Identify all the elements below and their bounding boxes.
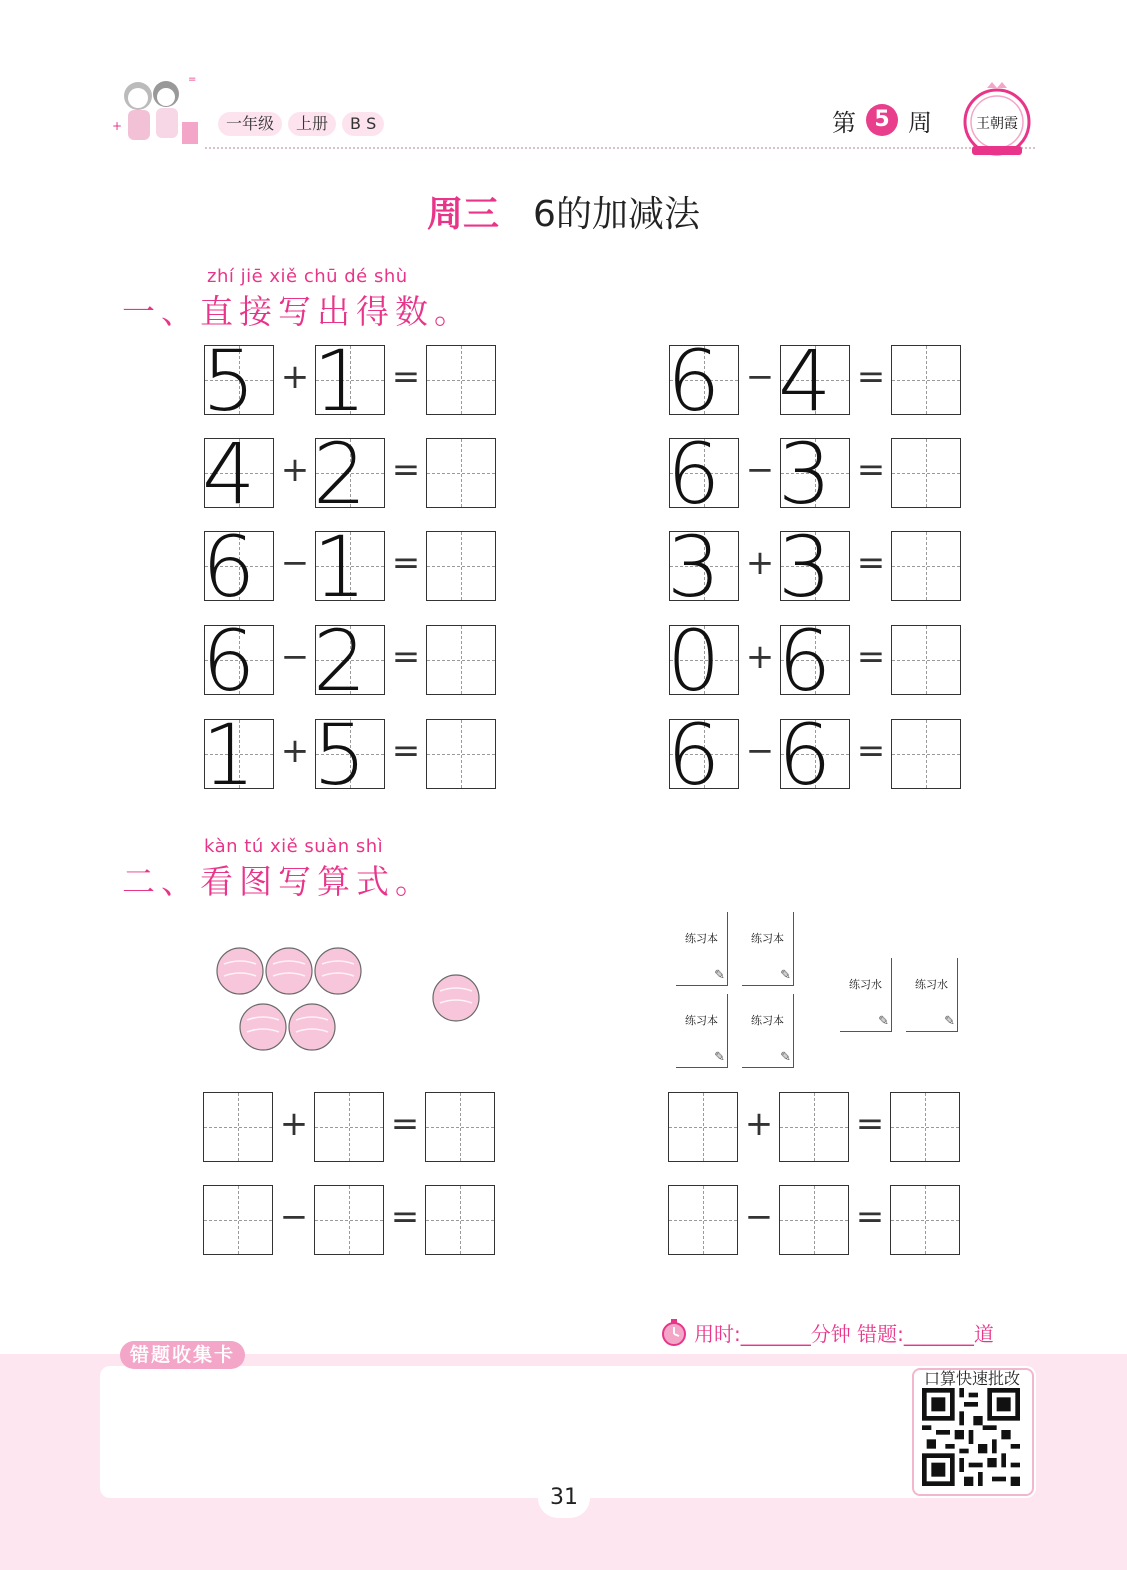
operand-b: 1 xyxy=(313,518,367,616)
digit-box xyxy=(778,518,850,616)
volume-tag: 上册 xyxy=(288,112,336,136)
digit-box xyxy=(313,425,385,523)
digit-box xyxy=(313,332,385,430)
equals-sign: = xyxy=(391,543,421,583)
ball-icon xyxy=(217,948,263,994)
balls-picture xyxy=(210,940,490,1058)
notebook-icon: 练习水 ✎ xyxy=(906,958,958,1032)
section2-heading: 二、看图写算式。 xyxy=(122,862,434,901)
stopwatch-icon xyxy=(660,1318,688,1346)
operand-a: 0 xyxy=(667,612,721,710)
answer-box[interactable] xyxy=(203,1185,273,1255)
equals-sign: = xyxy=(856,731,886,771)
notebook-icon: 练习本 ✎ xyxy=(742,994,794,1068)
digit-box xyxy=(202,332,274,430)
digit-box xyxy=(667,332,739,430)
answer-box[interactable] xyxy=(890,1092,960,1162)
digit-box xyxy=(778,425,850,523)
ball-icon xyxy=(433,975,479,1021)
operand-a: 5 xyxy=(202,332,256,430)
page-number: 31 xyxy=(538,1478,590,1518)
answer-box[interactable] xyxy=(779,1185,849,1255)
operator: − xyxy=(280,637,310,677)
notebooks-picture xyxy=(676,912,976,1077)
answer-box[interactable] xyxy=(668,1185,738,1255)
equals-sign: = xyxy=(855,1197,885,1237)
section2-pinyin: kàn tú xiě suàn shì xyxy=(204,836,384,857)
qr-label: 口算快速批改 xyxy=(924,1369,1021,1388)
operand-a: 6 xyxy=(667,332,721,430)
operator: − xyxy=(745,357,775,397)
digit-box xyxy=(202,612,274,710)
operand-b: 1 xyxy=(313,332,367,430)
operand-a: 6 xyxy=(202,518,256,616)
answer-box[interactable] xyxy=(891,345,961,415)
equals-sign: = xyxy=(856,543,886,583)
answer-box[interactable] xyxy=(203,1092,273,1162)
operator: − xyxy=(745,731,775,771)
operand-a: 6 xyxy=(202,612,256,710)
equals-sign: = xyxy=(391,357,421,397)
operand-a: 6 xyxy=(667,706,721,804)
answer-box[interactable] xyxy=(314,1092,384,1162)
answer-box[interactable] xyxy=(425,1092,495,1162)
header-divider xyxy=(205,147,1035,149)
equals-sign: = xyxy=(391,731,421,771)
operand-a: 1 xyxy=(202,706,256,804)
operator: + xyxy=(280,357,310,397)
operand-b: 3 xyxy=(778,425,832,523)
digit-box xyxy=(667,518,739,616)
operator: − xyxy=(745,450,775,490)
notebook-icon: 练习本 ✎ xyxy=(676,994,728,1068)
ball-icon xyxy=(240,1004,286,1050)
digit-box xyxy=(202,425,274,523)
answer-box[interactable] xyxy=(891,719,961,789)
digit-box xyxy=(778,332,850,430)
digit-box xyxy=(202,706,274,804)
topic-label: 6的加减法 xyxy=(533,194,700,235)
brand-logo xyxy=(960,80,1034,158)
operand-a: 6 xyxy=(667,425,721,523)
page-title xyxy=(0,186,1127,237)
digit-box xyxy=(667,425,739,523)
section1-heading: 一、直接写出得数。 xyxy=(122,292,473,331)
answer-box[interactable] xyxy=(891,438,961,508)
answer-box[interactable] xyxy=(426,719,496,789)
answer-box[interactable] xyxy=(891,625,961,695)
operator: + xyxy=(744,1104,774,1144)
equals-sign: = xyxy=(390,1197,420,1237)
operator: − xyxy=(280,543,310,583)
notebook-icon: 练习水 ✎ xyxy=(840,958,892,1032)
answer-box[interactable] xyxy=(314,1185,384,1255)
week-prefix: 第 xyxy=(832,108,856,137)
week-indicator xyxy=(832,102,932,138)
operator: + xyxy=(745,637,775,677)
equals-sign: = xyxy=(856,637,886,677)
answer-box[interactable] xyxy=(426,345,496,415)
ball-icon xyxy=(315,948,361,994)
answer-box[interactable] xyxy=(426,625,496,695)
ball-icon xyxy=(266,948,312,994)
svg-text:=: = xyxy=(188,74,197,85)
answer-box[interactable] xyxy=(891,531,961,601)
day-label: 周三 xyxy=(427,194,500,235)
ball-icon xyxy=(289,1004,335,1050)
operand-a: 3 xyxy=(667,518,721,616)
equals-sign: = xyxy=(391,450,421,490)
operator: + xyxy=(280,450,310,490)
section1-pinyin: zhí jiē xiě chū dé shù xyxy=(207,266,408,287)
digit-box xyxy=(313,706,385,804)
error-card-tag: 错题收集卡 xyxy=(120,1341,245,1369)
equals-sign: = xyxy=(391,637,421,677)
week-suffix: 周 xyxy=(908,108,932,137)
operator: + xyxy=(280,731,310,771)
operator: + xyxy=(745,543,775,583)
operand-b: 3 xyxy=(778,518,832,616)
digit-box xyxy=(667,706,739,804)
operand-a: 4 xyxy=(202,425,256,523)
operator: − xyxy=(279,1197,309,1237)
answer-box[interactable] xyxy=(668,1092,738,1162)
digit-box xyxy=(667,612,739,710)
edition-tag: B S xyxy=(342,112,384,136)
grade-tag: 一年级 xyxy=(218,112,282,136)
digit-box xyxy=(313,518,385,616)
digit-box xyxy=(202,518,274,616)
digit-box xyxy=(313,612,385,710)
children-illustration xyxy=(108,70,204,156)
equals-sign: = xyxy=(390,1104,420,1144)
digit-box xyxy=(778,706,850,804)
equals-sign: = xyxy=(856,357,886,397)
digit-box xyxy=(778,612,850,710)
answer-box[interactable] xyxy=(425,1185,495,1255)
notebook-icon: 练习本 ✎ xyxy=(676,912,728,986)
answer-box[interactable] xyxy=(426,438,496,508)
answer-box[interactable] xyxy=(426,531,496,601)
operator: + xyxy=(279,1104,309,1144)
answer-box[interactable] xyxy=(890,1185,960,1255)
operand-b: 6 xyxy=(778,706,832,804)
logo-text: 王朝霞 xyxy=(976,116,1018,132)
notebook-icon: 练习本 ✎ xyxy=(742,912,794,986)
answer-box[interactable] xyxy=(779,1092,849,1162)
qr-code-icon[interactable] xyxy=(922,1388,1020,1486)
operand-b: 2 xyxy=(313,612,367,710)
week-number-badge: 5 xyxy=(866,104,898,136)
operand-b: 2 xyxy=(313,425,367,523)
operand-b: 6 xyxy=(778,612,832,710)
equals-sign: = xyxy=(855,1104,885,1144)
equals-sign: = xyxy=(856,450,886,490)
svg-text:+: + xyxy=(112,119,123,133)
operand-b: 5 xyxy=(313,706,367,804)
timer-line: 用时:_______分钟 错题:_______道 xyxy=(694,1322,994,1346)
operator: − xyxy=(744,1197,774,1237)
operand-b: 4 xyxy=(778,332,832,430)
